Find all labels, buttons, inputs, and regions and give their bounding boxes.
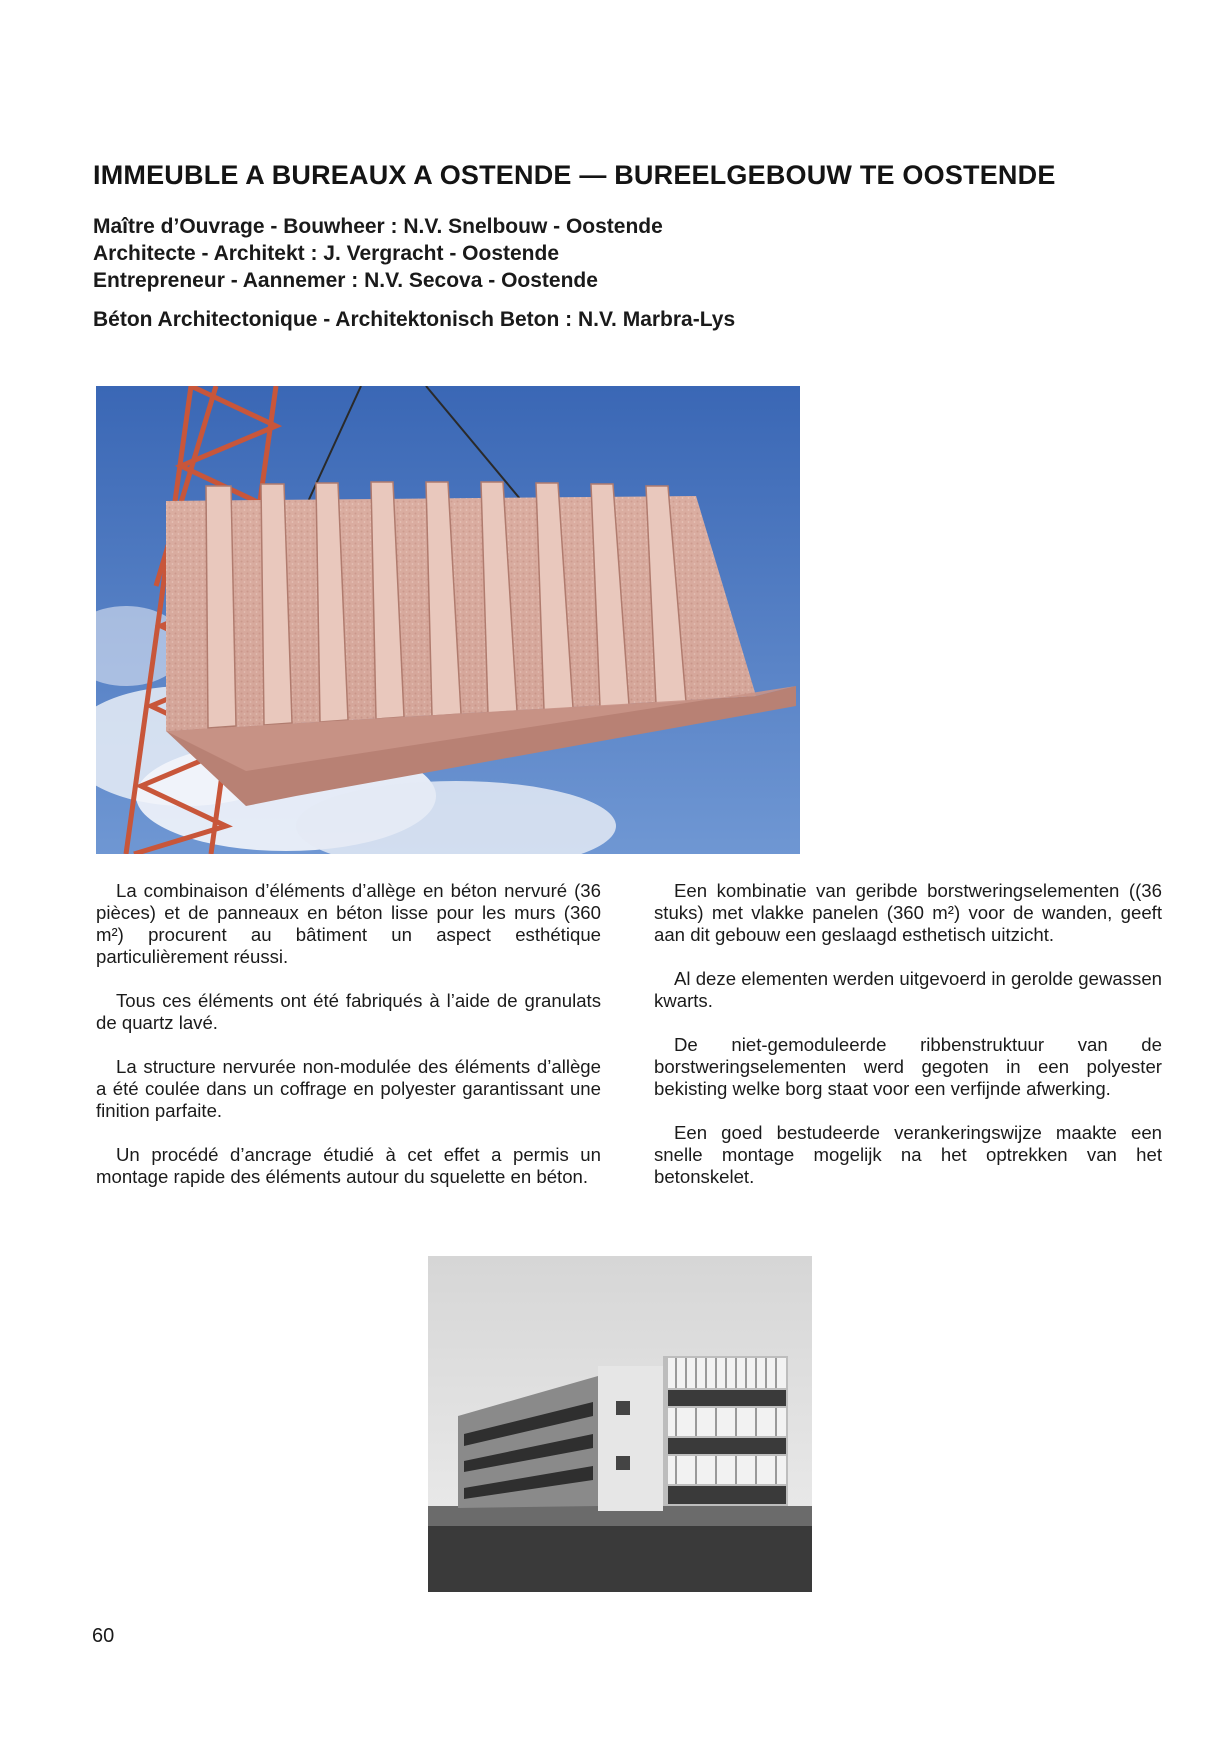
- credit-architect: Architecte - Architekt : J. Vergracht - Oostende: [93, 242, 560, 265]
- dutch-paragraph-2: Al deze elementen werden uitgevoerd in gerolde gewassen kwarts.: [654, 968, 1162, 1011]
- french-paragraph-3: La structure nervurée non-modulée des éléments d’allège a été coulée dans un coffrage en polyester garantissant une finition parfaite.: [96, 1056, 601, 1121]
- credit-contractor: Entrepreneur - Aannemer : N.V. Secova - Oostende: [93, 269, 598, 292]
- photo-crane-lifting-panel: [96, 386, 800, 854]
- credit-owner: Maître d’Ouvrage - Bouwheer : N.V. Snelbouw - Oostende: [93, 215, 663, 238]
- french-paragraph-1: La combinaison d’éléments d’allège en béton nervuré (36 pièces) et de panneaux en béton lisse pour les murs (360 m²) procurent au bâtiment un aspect esthétique particulièrement réussi.: [96, 880, 601, 967]
- french-text-column: [96, 880, 601, 1210]
- french-paragraph-2: Tous ces éléments ont été fabriqués à l’aide de granulats de quartz lavé.: [96, 990, 601, 1033]
- page-title: IMMEUBLE A BUREAUX A OSTENDE — BUREELGEBOUW TE OOSTENDE: [93, 160, 1056, 190]
- credit-concrete-supplier: Béton Architectonique - Architektonisch Beton : N.V. Marbra-Lys: [93, 308, 736, 331]
- french-paragraph-4: Un procédé d’ancrage étudié à cet effet a permis un montage rapide des éléments autour du squelette en béton.: [96, 1144, 601, 1187]
- page-number: 60: [92, 1625, 115, 1647]
- project-credits: [93, 213, 893, 333]
- photo-office-building: [428, 1256, 812, 1592]
- dutch-paragraph-4: Een goed bestudeerde verankeringswijze maakte een snelle montage mogelijk na het optrekken van het betonskelet.: [654, 1122, 1162, 1187]
- crane-panel-illustration: [96, 386, 800, 854]
- dutch-text-column: [654, 880, 1162, 1210]
- dutch-paragraph-3: De niet-gemoduleerde ribbenstruktuur van de borstweringselementen werd gegoten in een polyester bekisting welke borg staat voor een verfijnde afwerking.: [654, 1034, 1162, 1099]
- dutch-paragraph-1: Een kombinatie van geribde borstweringselementen ((36 stuks) met vlakke panelen (360 m²) voor de wanden, geeft aan dit gebouw een geslaagd esthetisch uitzicht.: [654, 880, 1162, 945]
- office-building-illustration: [428, 1256, 812, 1592]
